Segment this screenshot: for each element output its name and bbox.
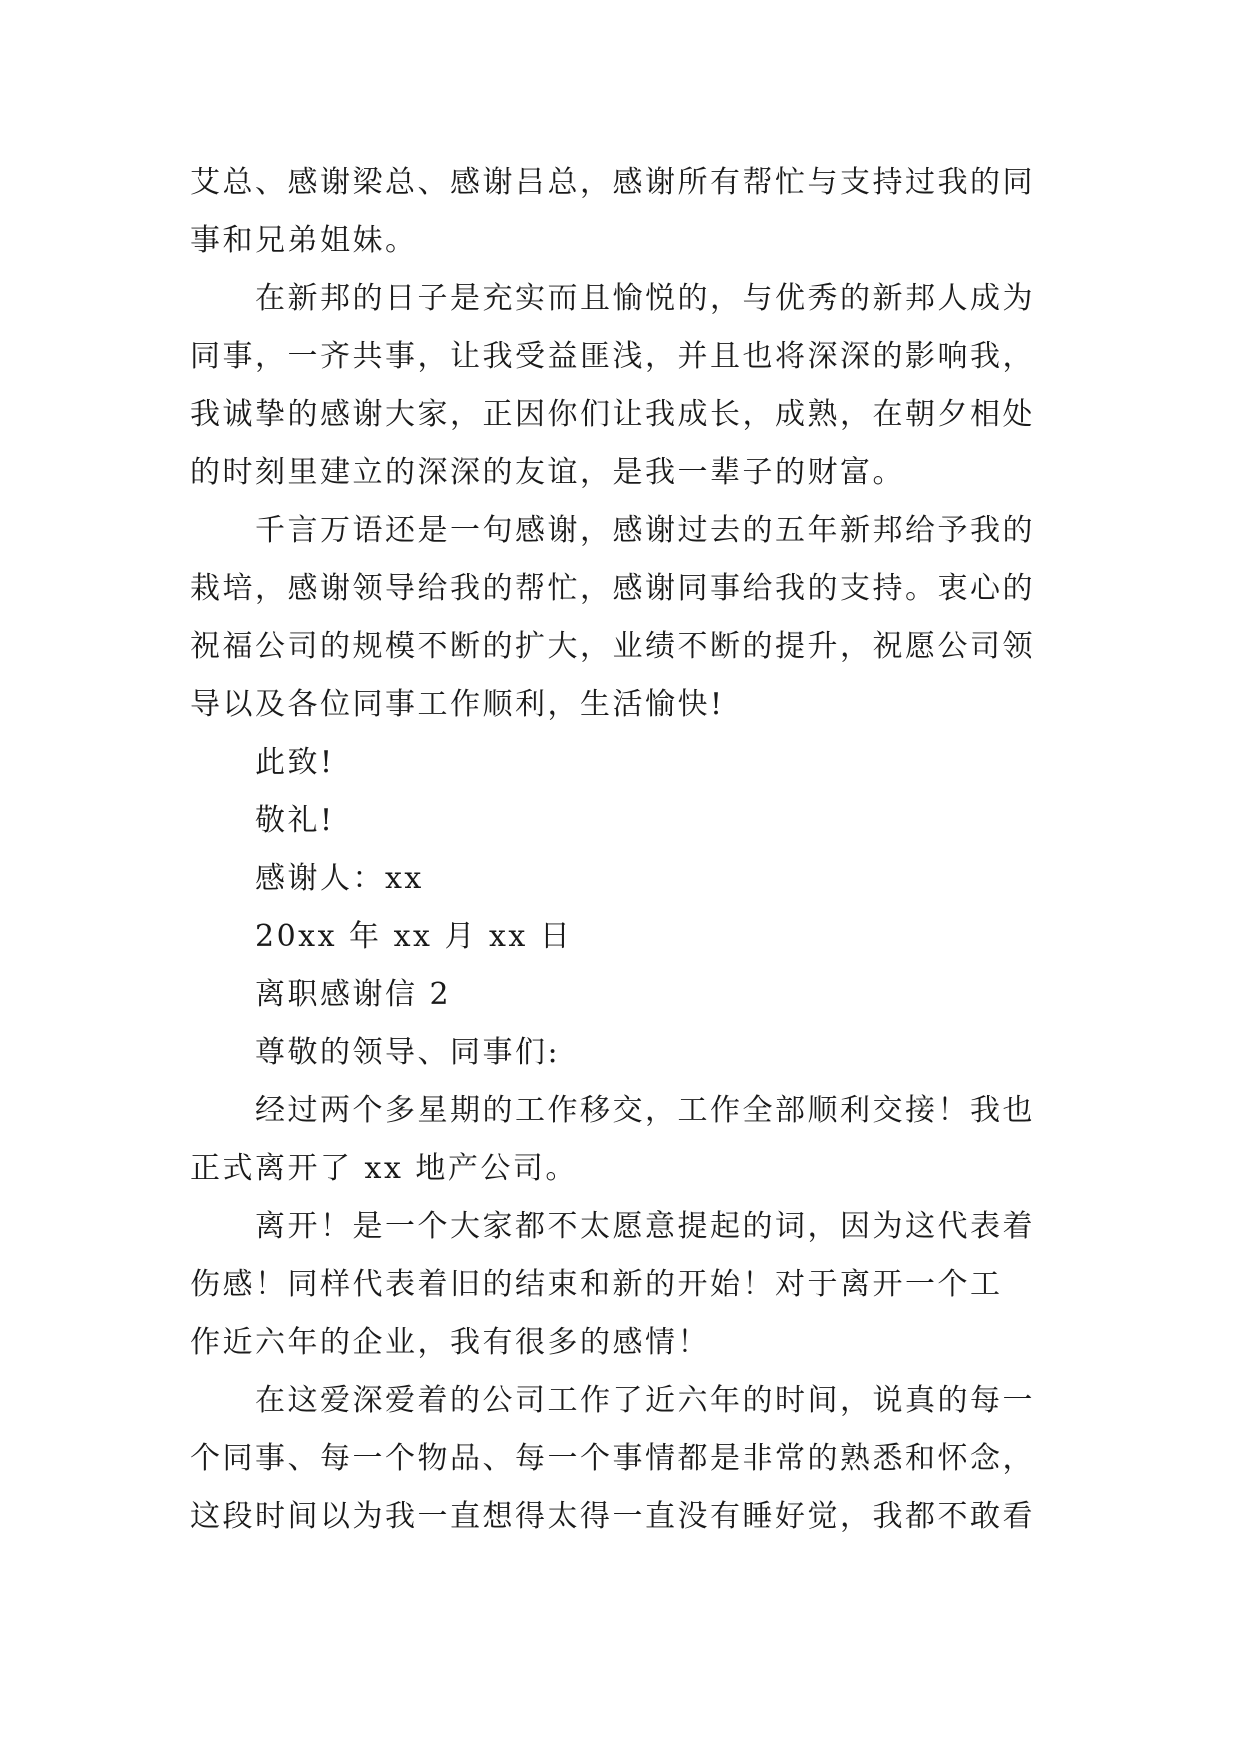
- closing-line: 此致!: [255, 745, 335, 780]
- text-line: 这段时间以为我一直想得太得一直没有睡好觉，我都不敢看: [190, 1499, 1035, 1534]
- signature-line: 感谢人：xx: [255, 861, 424, 896]
- text-line: 作近六年的企业，我有很多的感情！: [190, 1325, 710, 1360]
- text-line: 栽培，感谢领导给我的帮忙，感谢同事给我的支持。衷心的: [190, 571, 1035, 606]
- text-line: 我诚挚的感谢大家，正因你们让我成长，成熟，在朝夕相处: [190, 397, 1035, 432]
- text-line: 事和兄弟姐妹。: [190, 223, 418, 258]
- text-line: 在新邦的日子是充实而且愉悦的，与优秀的新邦人成为: [255, 281, 1035, 316]
- text-line: 千言万语还是一句感谢，感谢过去的五年新邦给予我的: [255, 513, 1035, 548]
- text-line: 在这爱深爱着的公司工作了近六年的时间，说真的每一: [255, 1383, 1035, 1418]
- document-body: [190, 154, 1060, 1546]
- text-line: 正式离开了 xx 地产公司。: [190, 1151, 578, 1186]
- text-line: 离开！是一个大家都不太愿意提起的词，因为这代表着: [255, 1209, 1035, 1244]
- text-line: 的时刻里建立的深深的友谊，是我一辈子的财富。: [190, 455, 905, 490]
- text-line: 艾总、感谢梁总、感谢吕总，感谢所有帮忙与支持过我的同: [190, 165, 1035, 200]
- text-line: 经过两个多星期的工作移交，工作全部顺利交接！我也: [255, 1093, 1035, 1128]
- text-line: 个同事、每一个物品、每一个事情都是非常的熟悉和怀念，: [190, 1441, 1035, 1476]
- closing-line: 敬礼!: [255, 803, 335, 838]
- date-line: 20xx 年 xx 月 xx 日: [255, 919, 573, 954]
- letter-title: 离职感谢信 2: [255, 977, 452, 1012]
- text-line: 伤感！同样代表着旧的结束和新的开始！对于离开一个工: [190, 1267, 1003, 1302]
- text-line: 祝福公司的规模不断的扩大，业绩不断的提升，祝愿公司领: [190, 629, 1035, 664]
- salutation-line: 尊敬的领导、同事们:: [255, 1035, 561, 1070]
- text-line: 导以及各位同事工作顺利，生活愉快!: [190, 687, 725, 722]
- text-line: 同事，一齐共事，让我受益匪浅，并且也将深深的影响我，: [190, 339, 1035, 374]
